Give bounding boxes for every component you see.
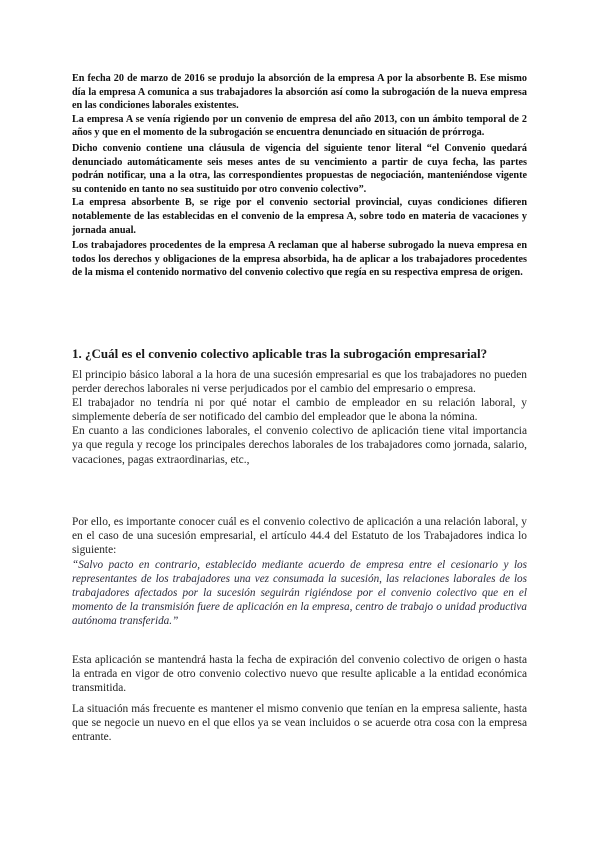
case-paragraph: Los trabajadores procedentes de la empresa A reclaman que al haberse subrogado la nueva empresa en todos los derechos y obligaciones de la empresa absorbida, ha de aplicar a los trabajadores procedentes de la misma el contenido normativo del convenio colectivo que regía en su respectiva empresa de origen.: [72, 240, 527, 279]
legal-quote: “Salvo pacto en contrario, establecido mediante acuerdo de empresa entre el cesionario y los representantes de los trabajadores una vez consumada la sucesión, las relaciones laborales de los trabajadores afectados por la sucesión seguirán rigiéndose por el convenio colectivo que en el momento de la transmisión fuere de aplicación en la empresa, centro de trabajo o unidad productiva autónoma transferida.”: [72, 559, 527, 627]
answer-paragraph: La situación más frecuente es mantener el mismo convenio que tenían en la empresa saliente, hasta que se negocie un nuevo en el que ellos ya se vean incluidos o se acuerde otra cosa con la empresa entrante.: [72, 703, 527, 744]
case-paragraph: Dicho convenio contiene una cláusula de vigencia del siguiente tenor literal “el Convenio quedará denunciado automáticamente seis meses antes de su vencimiento a partir de cuya fecha, las partes podrán notificar, una a la otra, las correspondientes propuestas de negociación, manteniéndose vigente su contenido en tanto no sea sustituido por otro convenio colectivo”.: [72, 142, 527, 195]
case-statement: [72, 72, 527, 280]
case-paragraph: La empresa absorbente B, se rige por el convenio sectorial provincial, cuyas condiciones difieren notablemente de las establecidas en el convenio de la empresa A, sobre todo en materia de vacaciones y jornada anual.: [72, 197, 527, 236]
answer-block-1: [72, 368, 527, 467]
case-paragraph: La empresa A se venía rigiendo por un convenio de empresa del año 2013, con un ámbito temporal de 2 años y que en el momento de la subrogación se encuentra denunciado en situación de prórroga.: [72, 113, 527, 139]
question-heading: 1. ¿Cuál es el convenio colectivo aplicable tras la subrogación empresarial?: [72, 346, 488, 361]
answer-paragraph: Por ello, es importante conocer cuál es el convenio colectivo de aplicación a una relación laboral, y en el caso de una sucesión empresarial, el artículo 44.4 del Estatuto de los Trabajadores indica lo siguiente:: [72, 516, 527, 557]
answer-paragraph: El trabajador no tendría ni por qué notar el cambio de empleador en su relación laboral, y simplemente debería de ser notificado del cambio del empleador que le abona la nómina.: [72, 397, 527, 424]
answer-paragraph: El principio básico laboral a la hora de una sucesión empresarial es que los trabajadores no pueden perder derechos laborales ni verse perjudicados por el cambio del empresario o empresa.: [72, 369, 527, 396]
case-paragraph: En fecha 20 de marzo de 2016 se produjo la absorción de la empresa A por la absorbente B. Ese mismo día la empresa A comunica a sus trabajadores la absorción así como la subrogación de la nueva empresa en las condiciones laborales existentes.: [72, 73, 527, 112]
answer-paragraph: Esta aplicación se mantendrá hasta la fecha de expiración del convenio colectivo de origen o hasta la entrada en vigor de otro convenio colectivo nuevo que resulte aplicable a la entidad económica transmitida.: [72, 654, 527, 695]
answer-paragraph: En cuanto a las condiciones laborales, el convenio colectivo de aplicación tiene vital importancia ya que regula y recoge los principales derechos laborales de los trabajadores como jornada, salario, vacaciones, pagas extraordinarias, etc.,: [72, 425, 527, 466]
